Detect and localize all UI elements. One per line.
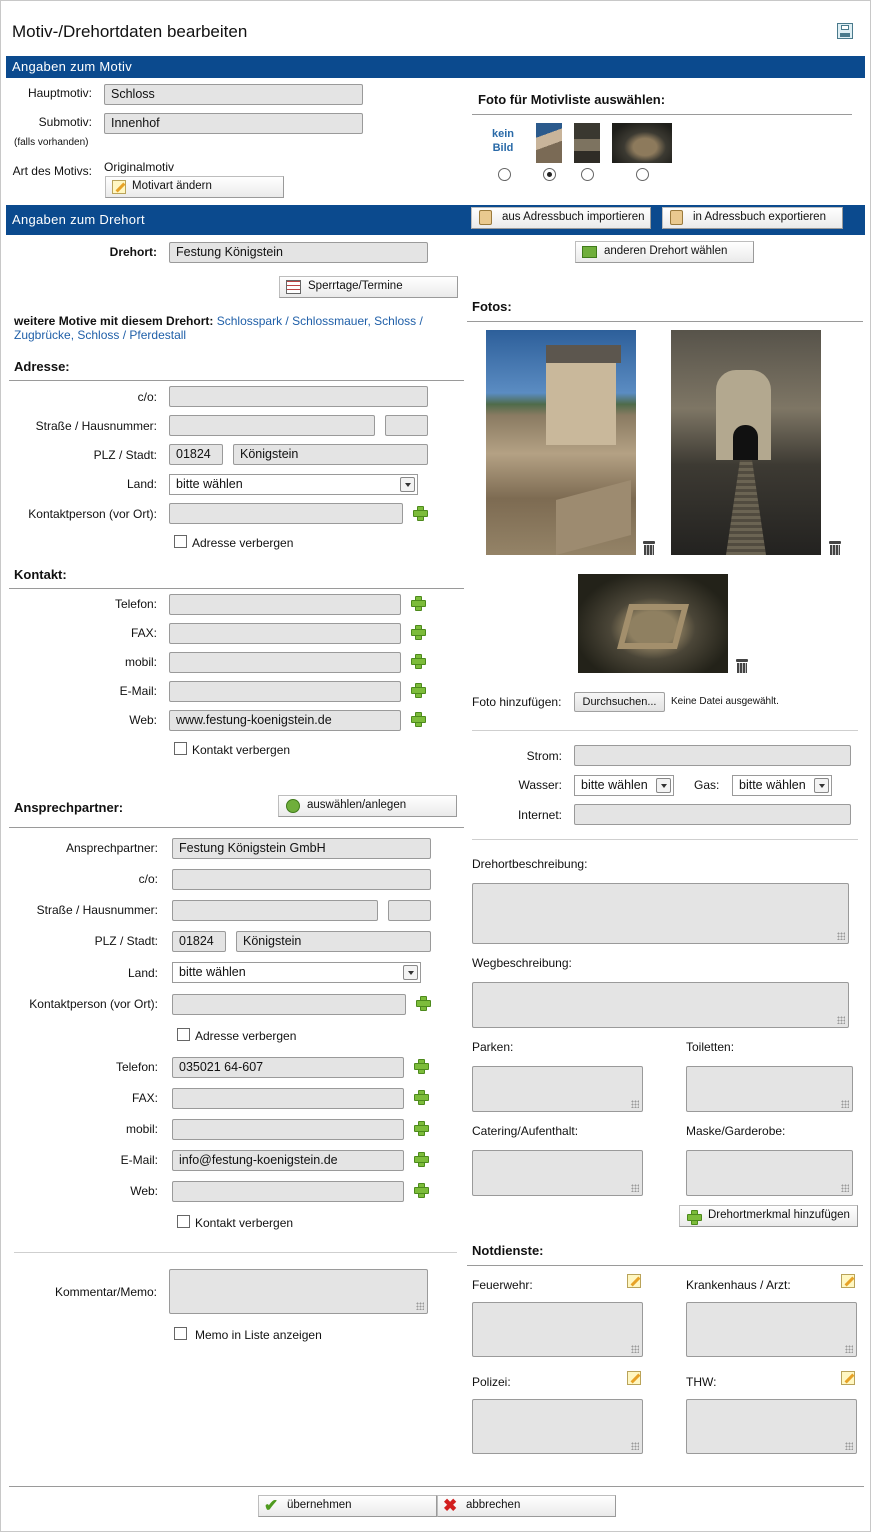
chevron-down-icon: [814, 778, 829, 793]
foto-hinzufuegen-label: Foto hinzufügen:: [472, 695, 562, 709]
edit-polizei-icon[interactable]: [627, 1371, 641, 1385]
ap-name-label: Ansprechpartner:: [65, 841, 158, 855]
krankenhaus-textarea[interactable]: [686, 1302, 857, 1357]
foto-2: [671, 330, 821, 555]
foto-1: [486, 330, 636, 555]
add-circle-icon: [284, 798, 301, 814]
ap-strasse-field[interactable]: [172, 900, 378, 921]
ap-email-field[interactable]: info@festung-koenigstein.de: [172, 1150, 404, 1171]
polizei-textarea[interactable]: [472, 1399, 643, 1454]
addressbook-icon: [477, 210, 494, 226]
internet-label: Internet:: [517, 808, 562, 822]
strasse-label: Straße / Hausnummer:: [35, 419, 157, 433]
co-label: c/o:: [137, 390, 157, 404]
add-web-icon[interactable]: [410, 711, 425, 726]
catering-label: Catering/Aufenthalt:: [472, 1124, 579, 1138]
kontaktperson-field[interactable]: [169, 503, 403, 524]
maske-label: Maske/Garderobe:: [686, 1124, 786, 1138]
thumb-photo-3[interactable]: [612, 123, 672, 163]
radio-kein-bild[interactable]: [498, 168, 511, 181]
motivart-button[interactable]: [105, 176, 284, 198]
add-ap-kontaktperson-icon[interactable]: [415, 995, 430, 1010]
submotiv-note: (falls vorhanden): [14, 137, 89, 148]
ap-land-label: Land:: [127, 966, 158, 980]
divider: [9, 588, 464, 589]
ap-fax-label: FAX:: [131, 1091, 158, 1105]
motiv-header-bar: Angaben zum Motiv: [6, 56, 865, 78]
ap-web-label: Web:: [130, 1184, 158, 1198]
divider: [472, 839, 858, 840]
wasser-select[interactable]: [574, 775, 674, 796]
strom-field[interactable]: [574, 745, 851, 766]
checkmark-icon: ✔: [264, 1496, 279, 1515]
add-fax-icon[interactable]: [410, 624, 425, 639]
telefon-field[interactable]: [169, 594, 401, 615]
ap-fax-field[interactable]: [172, 1088, 404, 1109]
ap-mobil-label: mobil:: [125, 1122, 158, 1136]
parken-textarea[interactable]: [472, 1066, 643, 1112]
cancel-x-icon: ✖: [443, 1496, 458, 1515]
chevron-down-icon: [400, 477, 415, 492]
thw-textarea[interactable]: [686, 1399, 857, 1454]
memo-textarea[interactable]: [169, 1269, 428, 1314]
plz-label: PLZ / Stadt:: [93, 448, 157, 462]
thumb-photo-2[interactable]: [574, 123, 600, 163]
kontaktperson-label: Kontaktperson (vor Ort):: [28, 507, 157, 521]
addressbook-icon: [668, 210, 685, 226]
ap-mobil-field[interactable]: [172, 1119, 404, 1140]
ap-kontakt-verbergen-checkbox[interactable]: [177, 1215, 190, 1228]
memo-label: Kommentar/Memo:: [54, 1285, 157, 1299]
kontakt-header: Kontakt:: [14, 567, 67, 582]
parken-label: Parken:: [472, 1040, 514, 1054]
radio-photo-3[interactable]: [636, 168, 649, 181]
toiletten-textarea[interactable]: [686, 1066, 853, 1112]
strasse-field[interactable]: [169, 415, 375, 436]
add-ap-web-icon[interactable]: [413, 1182, 428, 1197]
web-field[interactable]: www.festung-koenigstein.de: [169, 710, 401, 731]
land-select-value: bitte wählen: [176, 477, 243, 491]
sperrtage-button[interactable]: [279, 276, 458, 298]
ansprechpartner-header: Ansprechpartner:: [14, 800, 124, 815]
land-select[interactable]: [169, 474, 418, 495]
export-button-label: in Adressbuch exportieren: [693, 211, 826, 223]
mobil-label: mobil:: [124, 655, 157, 669]
uebernehmen-label: übernehmen: [287, 1499, 352, 1511]
drehort-header-label: Angaben zum Drehort: [12, 212, 145, 227]
delete-foto-3-icon[interactable]: [736, 659, 748, 673]
divider: [472, 730, 858, 731]
ap-co-field[interactable]: [172, 869, 431, 890]
divider: [467, 321, 863, 322]
edit-thw-icon[interactable]: [841, 1371, 855, 1385]
fax-label: FAX:: [130, 626, 157, 640]
ap-plz-label: PLZ / Stadt:: [94, 934, 158, 948]
maske-textarea[interactable]: [686, 1150, 853, 1196]
krankenhaus-label: Krankenhaus / Arzt:: [686, 1278, 791, 1292]
export-button[interactable]: [662, 207, 843, 229]
art-value: Originalmotiv: [104, 160, 175, 174]
radio-photo-2[interactable]: [581, 168, 594, 181]
divider: [14, 1252, 457, 1253]
add-mobil-icon[interactable]: [410, 653, 425, 668]
sperrtage-label: Sperrtage/Termine: [308, 280, 403, 292]
import-button-label: aus Adressbuch importieren: [502, 211, 645, 223]
adresse-verbergen-label: Adresse verbergen: [192, 536, 294, 550]
drehortbeschreibung-textarea[interactable]: [472, 883, 849, 944]
adresse-header: Adresse:: [14, 359, 70, 374]
email-field[interactable]: [169, 681, 401, 702]
drehort-field[interactable]: Festung Königstein: [169, 242, 428, 263]
ap-kontakt-verbergen-label: Kontakt verbergen: [195, 1216, 294, 1230]
ap-strasse-label: Straße / Hausnummer:: [36, 903, 158, 917]
page-title: Motiv-/Drehortdaten bearbeiten: [12, 22, 248, 41]
kontakt-verbergen-checkbox[interactable]: [174, 742, 187, 755]
plus-icon: [685, 1208, 702, 1224]
wasser-label: Wasser:: [518, 778, 562, 792]
import-button[interactable]: [471, 207, 651, 229]
memo-checkbox-label: Memo in Liste anzeigen: [195, 1328, 322, 1342]
hauptmotiv-label: Hauptmotiv:: [27, 86, 92, 100]
add-ap-fax-icon[interactable]: [413, 1089, 428, 1104]
ap-stadt-field[interactable]: Königstein: [236, 931, 431, 952]
uebernehmen-button[interactable]: [258, 1495, 437, 1517]
keine-datei-label: Keine Datei ausgewählt.: [671, 696, 779, 707]
submotiv-field[interactable]: Innenhof: [104, 113, 363, 134]
polizei-label: Polizei:: [472, 1375, 511, 1389]
ap-adresse-verbergen-label: Adresse verbergen: [195, 1029, 297, 1043]
ap-email-label: E-Mail:: [120, 1153, 158, 1167]
divider: [9, 1486, 864, 1487]
thw-label: THW:: [686, 1375, 717, 1389]
ap-co-label: c/o:: [138, 872, 158, 886]
add-ap-email-icon[interactable]: [413, 1151, 428, 1166]
ap-adresse-verbergen-checkbox[interactable]: [177, 1028, 190, 1041]
art-label: Art des Motivs:: [12, 164, 92, 178]
ap-kontaktperson-label: Kontaktperson (vor Ort):: [29, 997, 158, 1011]
abbrechen-button[interactable]: [437, 1495, 616, 1517]
add-kontaktperson-icon[interactable]: [412, 505, 427, 520]
feuerwehr-textarea[interactable]: [472, 1302, 643, 1357]
anderen-drehort-button[interactable]: [575, 241, 754, 263]
gas-label: Gas:: [694, 778, 720, 792]
add-telefon-icon[interactable]: [410, 595, 425, 610]
wasser-select-value: bitte wählen: [581, 778, 648, 792]
edit-feuerwehr-icon[interactable]: [627, 1274, 641, 1288]
weitere-motive: [14, 314, 454, 342]
submotiv-label: Submotiv:: [38, 115, 92, 129]
add-ap-telefon-icon[interactable]: [413, 1058, 428, 1073]
foto-motivliste-header: Foto für Motivliste auswählen:: [478, 92, 666, 107]
ap-hausnummer-field[interactable]: [388, 900, 431, 921]
internet-field[interactable]: [574, 804, 851, 825]
durchsuchen-button[interactable]: Durchsuchen...: [574, 692, 665, 712]
telefon-label: Telefon:: [114, 597, 157, 611]
land-label: Land:: [126, 477, 157, 491]
weitere-motive-link-1[interactable]: Schlosspark / Schlossmauer, Schloss /: [216, 314, 423, 328]
wegbeschreibung-label: Wegbeschreibung:: [472, 956, 572, 970]
add-ap-mobil-icon[interactable]: [413, 1120, 428, 1135]
drehort-label: Drehort:: [109, 245, 157, 259]
auswaehlen-anlegen-button[interactable]: [278, 795, 457, 817]
delete-foto-2-icon[interactable]: [829, 541, 841, 555]
adresse-verbergen-checkbox[interactable]: [174, 535, 187, 548]
kontakt-verbergen-label: Kontakt verbergen: [192, 743, 291, 757]
kein-bild-label: kein Bild: [491, 128, 514, 154]
calendar-icon: [285, 279, 302, 295]
delete-foto-1-icon[interactable]: [643, 541, 655, 555]
catering-textarea[interactable]: [472, 1150, 643, 1196]
save-icon[interactable]: [837, 23, 853, 39]
plz-field[interactable]: 01824: [169, 444, 223, 465]
strom-label: Strom:: [526, 749, 562, 763]
co-field[interactable]: [169, 386, 428, 407]
ap-kontaktperson-field[interactable]: [172, 994, 406, 1015]
web-label: Web:: [129, 713, 157, 727]
edit-krankenhaus-icon[interactable]: [841, 1274, 855, 1288]
abbrechen-label: abbrechen: [466, 1499, 521, 1511]
toiletten-label: Toiletten:: [686, 1040, 735, 1054]
memo-checkbox[interactable]: [174, 1327, 187, 1340]
hausnummer-field[interactable]: [385, 415, 428, 436]
divider: [472, 114, 852, 115]
foto-3: [578, 574, 728, 673]
gas-select[interactable]: [732, 775, 832, 796]
hauptmotiv-field[interactable]: Schloss: [104, 84, 363, 105]
ap-land-select[interactable]: [172, 962, 421, 983]
ap-name-field[interactable]: Festung Königstein GmbH: [172, 838, 431, 859]
motivart-button-label: Motivart ändern: [132, 180, 212, 192]
weitere-motive-link-2[interactable]: Zugbrücke, Schloss / Pferdestall: [14, 328, 187, 342]
ap-telefon-label: Telefon:: [115, 1060, 158, 1074]
drehortmerkmal-button[interactable]: [679, 1205, 858, 1227]
divider: [467, 1265, 863, 1266]
add-email-icon[interactable]: [410, 682, 425, 697]
weitere-motive-label: weitere Motive mit diesem Drehort:: [14, 314, 214, 328]
drehortbeschreibung-label: Drehortbeschreibung:: [472, 857, 588, 871]
divider: [9, 380, 464, 381]
ap-land-select-value: bitte wählen: [179, 965, 246, 979]
ap-telefon-field[interactable]: 035021 64-607: [172, 1057, 404, 1078]
pencil-icon: [111, 179, 128, 195]
chevron-down-icon: [656, 778, 671, 793]
fotos-header: Fotos:: [472, 299, 512, 314]
feuerwehr-label: Feuerwehr:: [472, 1278, 533, 1292]
ap-web-field[interactable]: [172, 1181, 404, 1202]
ap-plz-field[interactable]: 01824: [172, 931, 226, 952]
auswaehlen-anlegen-label: auswählen/anlegen: [307, 799, 407, 811]
divider: [9, 827, 464, 828]
drehortmerkmal-label: Drehortmerkmal hinzufügen: [708, 1209, 850, 1221]
email-label: E-Mail:: [119, 684, 157, 698]
thumb-photo-1[interactable]: [536, 123, 562, 163]
swap-icon: [581, 244, 598, 260]
notdienste-header: Notdienste:: [472, 1243, 544, 1258]
stadt-field[interactable]: Königstein: [233, 444, 428, 465]
anderen-drehort-label: anderen Drehort wählen: [604, 245, 728, 257]
radio-photo-1[interactable]: [543, 168, 556, 181]
chevron-down-icon: [403, 965, 418, 980]
fax-field[interactable]: [169, 623, 401, 644]
wegbeschreibung-textarea[interactable]: [472, 982, 849, 1028]
gas-select-value: bitte wählen: [739, 778, 806, 792]
kein-bild-thumb[interactable]: [484, 123, 522, 163]
mobil-field[interactable]: [169, 652, 401, 673]
